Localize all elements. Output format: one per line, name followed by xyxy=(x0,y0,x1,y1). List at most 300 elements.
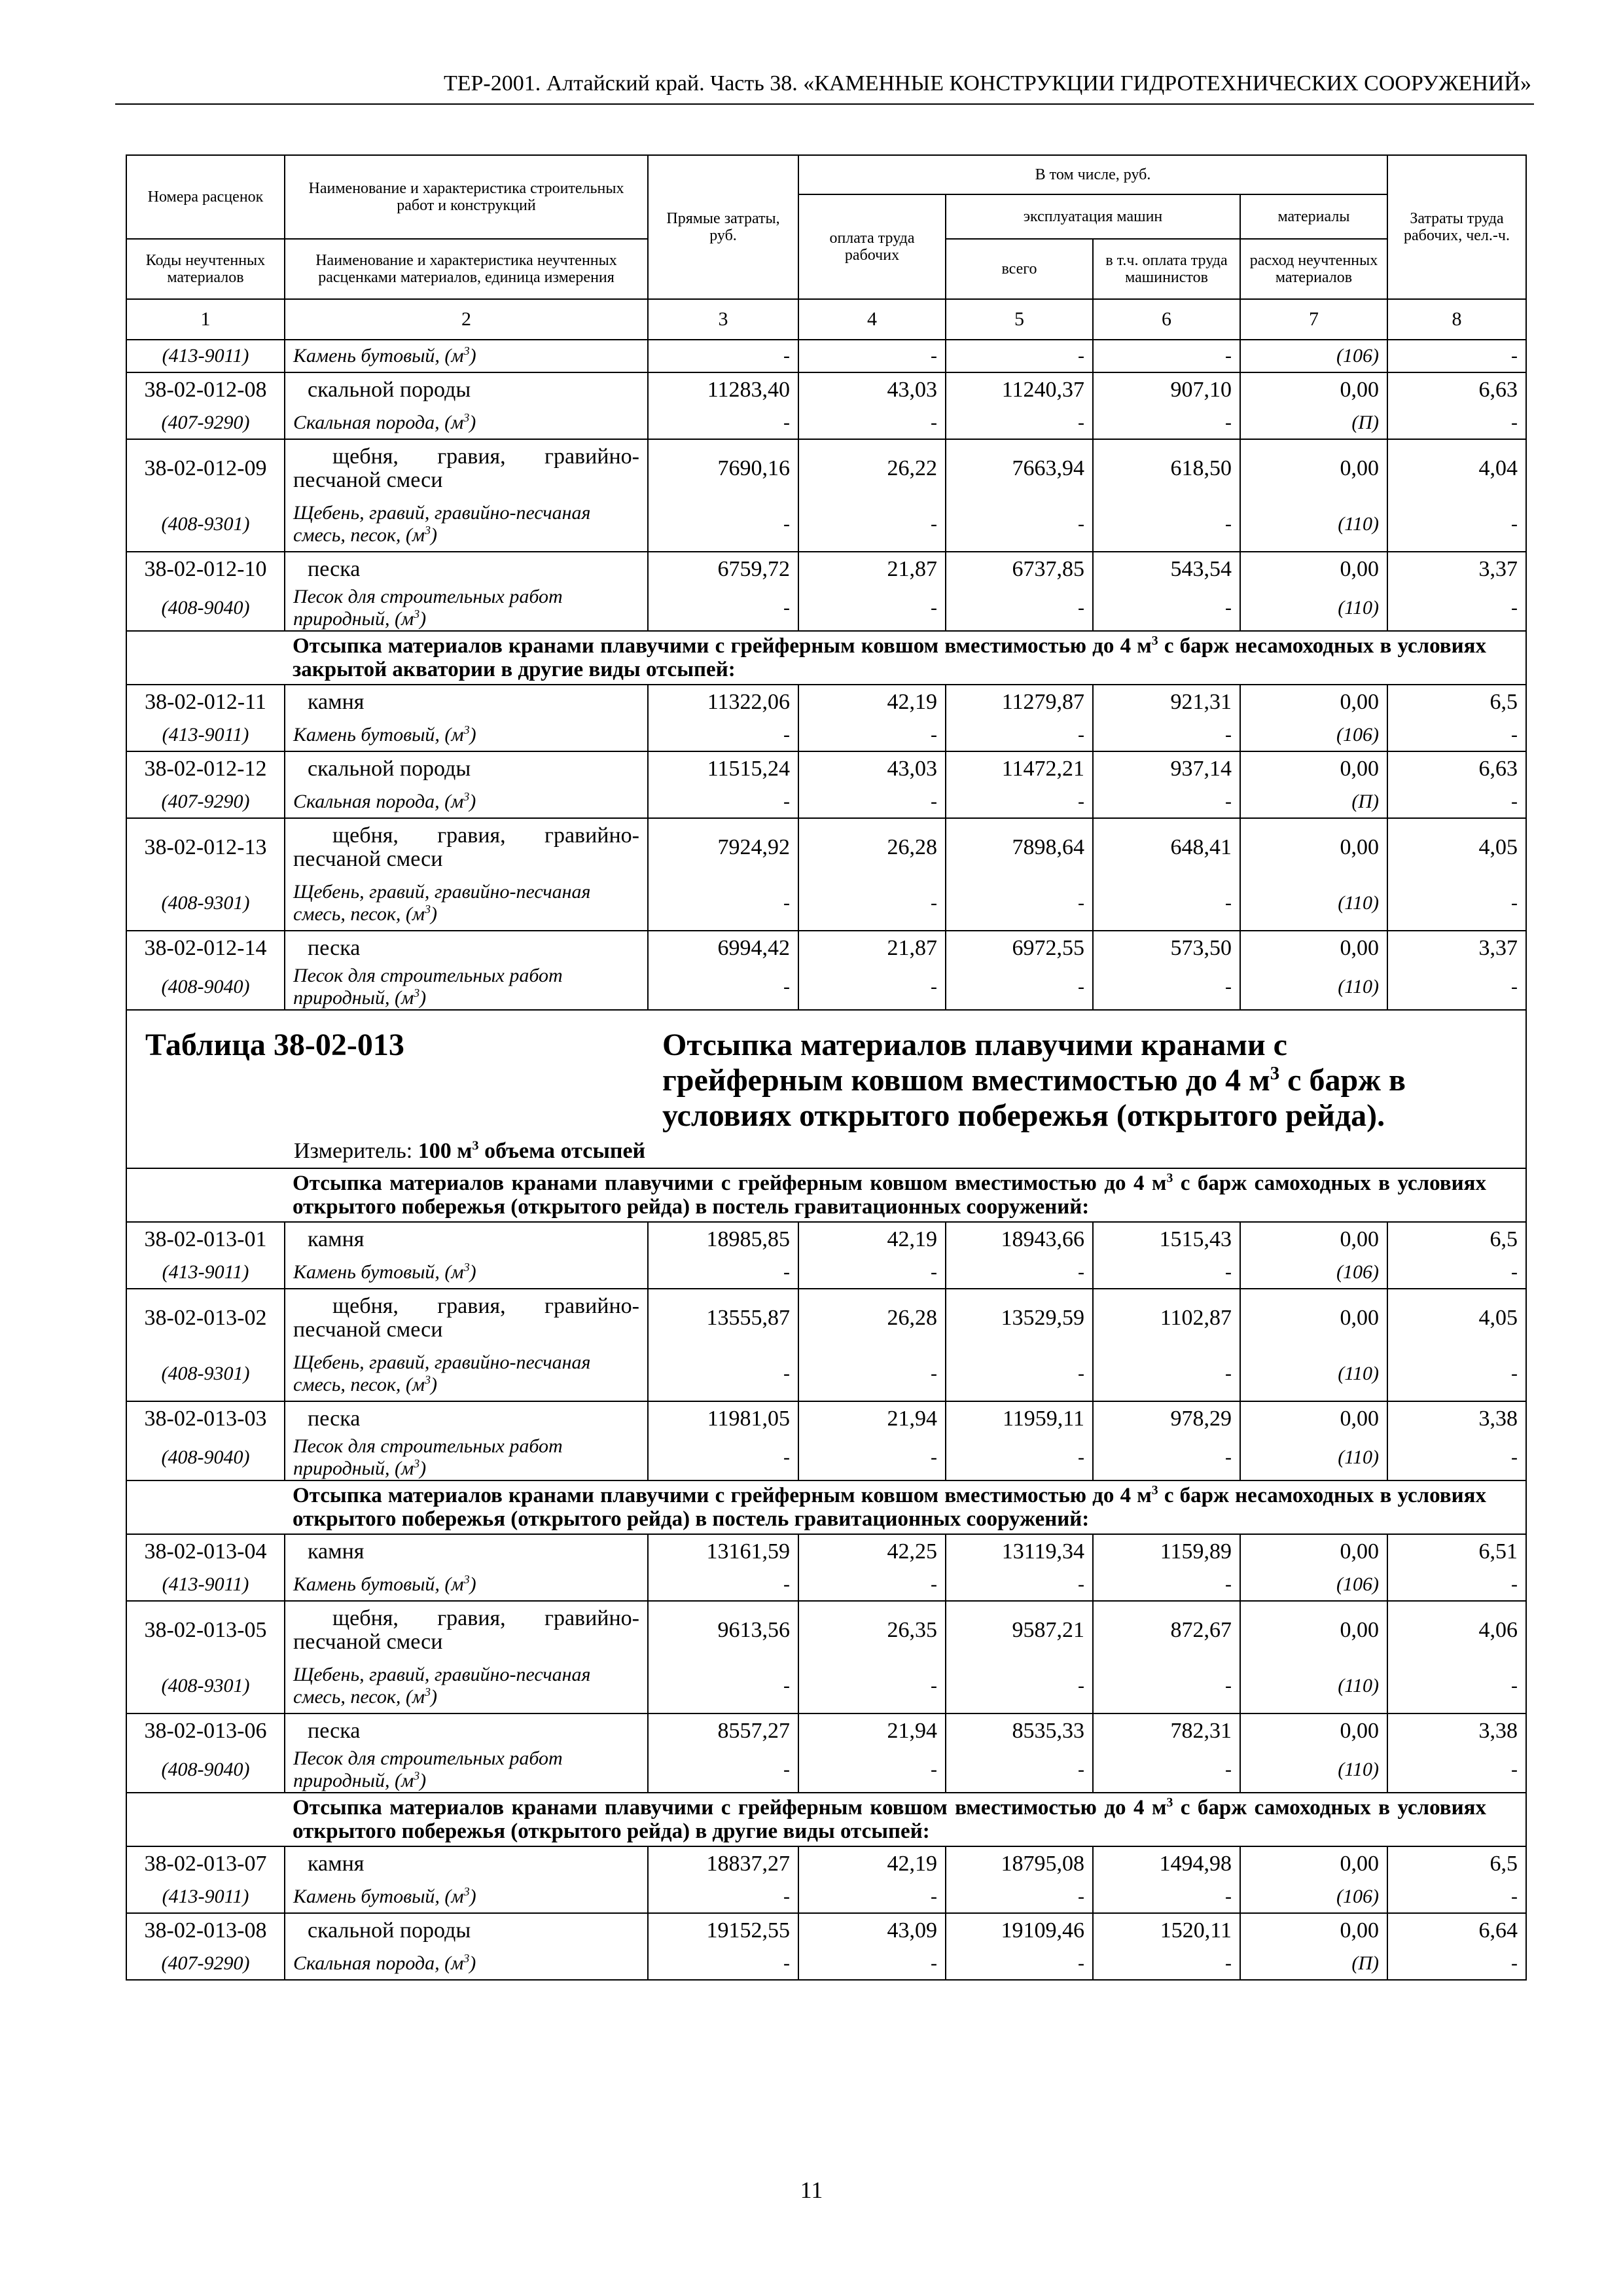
cell: - xyxy=(1387,1947,1526,1980)
cell: 0,00 xyxy=(1240,1534,1387,1568)
column-number: 8 xyxy=(1387,299,1526,340)
cell: 921,31 xyxy=(1093,685,1240,719)
cell: 1520,11 xyxy=(1093,1913,1240,1947)
cell: 4,05 xyxy=(1387,818,1526,876)
cell: 13529,59 xyxy=(946,1289,1093,1346)
material-code: (413-9011) xyxy=(126,1568,285,1601)
page-number: 11 xyxy=(800,2177,823,2203)
rate-code: 38-02-012-14 xyxy=(126,931,285,965)
cell: 8557,27 xyxy=(648,1713,798,1748)
cell: 21,87 xyxy=(798,931,946,965)
rate-row xyxy=(126,751,1526,785)
material-name: Скальная порода, $(м^3)$ xyxy=(285,406,648,439)
cell: - xyxy=(1387,719,1526,751)
cell: 18795,08 xyxy=(946,1846,1093,1880)
cell: - xyxy=(1387,876,1526,931)
cell: - xyxy=(1093,1346,1240,1401)
cell: 0,00 xyxy=(1240,818,1387,876)
section-row xyxy=(126,1168,1526,1222)
cell: 0,00 xyxy=(1240,1713,1387,1748)
cell: 13555,87 xyxy=(648,1289,798,1346)
cell: 782,31 xyxy=(1093,1713,1240,1748)
cell: - xyxy=(798,1568,946,1601)
cell: (106) xyxy=(1240,340,1387,372)
material-name: Песок для строительных работ природный, $(м^3)$ xyxy=(285,586,648,631)
material-name: Камень бутовый, $(м^3)$ xyxy=(285,1880,648,1913)
rate-row xyxy=(126,1846,1526,1880)
cell: - xyxy=(946,1256,1093,1289)
cell: - xyxy=(798,965,946,1010)
col-materials-consumption: расход неучтенных материалов xyxy=(1240,239,1387,299)
col-labor: Затраты труда рабочих, чел.-ч. xyxy=(1387,155,1526,299)
material-row xyxy=(126,1748,1526,1793)
rate-row xyxy=(126,439,1526,497)
cell: 907,10 xyxy=(1093,372,1240,406)
rates-group-013b xyxy=(126,1534,1526,1793)
material-name: Щебень, гравий, гравийно-песчаная смесь, песок, $(м^3)$ xyxy=(285,497,648,552)
cell: 13119,34 xyxy=(946,1534,1093,1568)
section-013-self-propelled-foundation xyxy=(126,1168,1526,1222)
cell: 3,38 xyxy=(1387,1401,1526,1435)
cell: 43,03 xyxy=(798,372,946,406)
cell: - xyxy=(648,965,798,1010)
cell: 0,00 xyxy=(1240,1222,1387,1256)
cell: (106) xyxy=(1240,1568,1387,1601)
material-name: Песок для строительных работ природный, $(м^3)$ xyxy=(285,1748,648,1793)
material-row xyxy=(126,1880,1526,1913)
cell: 11472,21 xyxy=(946,751,1093,785)
column-number: 2 xyxy=(285,299,648,340)
column-number: 1 xyxy=(126,299,285,340)
cell: - xyxy=(648,497,798,552)
cell: - xyxy=(1387,965,1526,1010)
material-row xyxy=(126,406,1526,439)
cell: - xyxy=(1093,1568,1240,1601)
cell: (П) xyxy=(1240,406,1387,439)
cell: 4,05 xyxy=(1387,1289,1526,1346)
cell: - xyxy=(946,1947,1093,1980)
material-code: (407-9290) xyxy=(126,785,285,818)
cell: - xyxy=(1387,586,1526,631)
measure-label: Измеритель: xyxy=(294,1139,418,1163)
rate-code: 38-02-012-10 xyxy=(126,552,285,586)
section-row xyxy=(126,1793,1526,1846)
cell: - xyxy=(798,1256,946,1289)
cell: 1159,89 xyxy=(1093,1534,1240,1568)
cell: - xyxy=(1387,340,1526,372)
section-spacer xyxy=(126,1168,285,1222)
cell: - xyxy=(1093,406,1240,439)
section-spacer xyxy=(126,631,285,685)
cell: 11322,06 xyxy=(648,685,798,719)
cell: 1102,87 xyxy=(1093,1289,1240,1346)
rate-name: камня xyxy=(285,1534,648,1568)
section-012-other xyxy=(126,631,1526,685)
cell: - xyxy=(946,406,1093,439)
material-name: Песок для строительных работ природный, $(м^3)$ xyxy=(285,965,648,1010)
rate-row xyxy=(126,1401,1526,1435)
material-code: (408-9301) xyxy=(126,497,285,552)
cell: 18837,27 xyxy=(648,1846,798,1880)
rates-group-013a xyxy=(126,1222,1526,1480)
cell: 42,19 xyxy=(798,1846,946,1880)
cell: - xyxy=(946,1568,1093,1601)
cell: - xyxy=(1093,1947,1240,1980)
cell: - xyxy=(648,1659,798,1713)
cell: 937,14 xyxy=(1093,751,1240,785)
col-material-codes: Коды неучтенных материалов xyxy=(126,239,285,299)
rate-name: песка xyxy=(285,1401,648,1435)
cell: - xyxy=(798,1659,946,1713)
cell: 0,00 xyxy=(1240,1401,1387,1435)
col-incl-operators: в т.ч. оплата труда машинистов xyxy=(1093,239,1240,299)
cell: - xyxy=(1093,785,1240,818)
cell: - xyxy=(1387,1256,1526,1289)
cell: - xyxy=(648,1880,798,1913)
cell: 0,00 xyxy=(1240,751,1387,785)
cell: (110) xyxy=(1240,876,1387,931)
cell: - xyxy=(798,1748,946,1793)
cell: - xyxy=(1093,497,1240,552)
column-numbers-row xyxy=(126,299,1526,340)
cell: - xyxy=(1093,586,1240,631)
cell: 21,87 xyxy=(798,552,946,586)
cell: - xyxy=(946,340,1093,372)
col-material-names: Наименование и характеристика неучтенных расценками материалов, единица измерения xyxy=(285,239,648,299)
header-rule xyxy=(115,103,1534,105)
cell: 43,03 xyxy=(798,751,946,785)
material-name: Щебень, гравий, гравийно-песчаная смесь, песок, $(м^3)$ xyxy=(285,1659,648,1713)
table-013-description: Отсыпка материалов плавучими кранами с грейферным ковшом вместимостью до 4 $м^3$ с барж в условиях открытого побережья (открытого рейда). xyxy=(662,1028,1406,1133)
rate-name: песка xyxy=(285,552,648,586)
cell: - xyxy=(648,876,798,931)
cell: 42,19 xyxy=(798,1222,946,1256)
column-number: 3 xyxy=(648,299,798,340)
cell: 7924,92 xyxy=(648,818,798,876)
cell: - xyxy=(1387,785,1526,818)
cell: 0,00 xyxy=(1240,372,1387,406)
cell: - xyxy=(648,406,798,439)
rate-code: 38-02-012-11 xyxy=(126,685,285,719)
material-code: (407-9290) xyxy=(126,406,285,439)
rate-code: 38-02-013-05 xyxy=(126,1601,285,1659)
cell: - xyxy=(1387,1880,1526,1913)
cell: - xyxy=(1093,719,1240,751)
section-title: Отсыпка материалов кранами плавучими с грейферным ковшом вместимостью до 4 $м^3$ с барж самоходных в условиях открытого побережья (открытого рейда) в постель гравитационных сооружений: xyxy=(285,1168,1526,1222)
cell: 6737,85 xyxy=(946,552,1093,586)
cell: - xyxy=(946,1435,1093,1480)
rate-code: 38-02-012-08 xyxy=(126,372,285,406)
material-code: (408-9301) xyxy=(126,1659,285,1713)
cell: - xyxy=(1093,965,1240,1010)
material-name: Щебень, гравий, гравийно-песчаная смесь, песок, $(м^3)$ xyxy=(285,876,648,931)
rate-row xyxy=(126,931,1526,965)
cell: 26,28 xyxy=(798,818,946,876)
cell: 6,5 xyxy=(1387,1846,1526,1880)
cell: (110) xyxy=(1240,497,1387,552)
cell: - xyxy=(946,586,1093,631)
header-row-1 xyxy=(126,155,1526,194)
cell: - xyxy=(946,876,1093,931)
rate-name: щебня, гравия, гравийно-песчаной смеси xyxy=(285,439,648,497)
cell: (110) xyxy=(1240,1346,1387,1401)
cell: 11279,87 xyxy=(946,685,1093,719)
rate-row xyxy=(126,1534,1526,1568)
cell: - xyxy=(648,1947,798,1980)
material-code: (408-9301) xyxy=(126,1346,285,1401)
cell: - xyxy=(648,1346,798,1401)
cell: 0,00 xyxy=(1240,552,1387,586)
cell: 19152,55 xyxy=(648,1913,798,1947)
cell: 13161,59 xyxy=(648,1534,798,1568)
rate-row xyxy=(126,1913,1526,1947)
rate-name: щебня, гравия, гравийно-песчаной смеси xyxy=(285,818,648,876)
cell: - xyxy=(648,1748,798,1793)
rate-code: 38-02-012-13 xyxy=(126,818,285,876)
cell: - xyxy=(1387,1346,1526,1401)
cell: 42,19 xyxy=(798,685,946,719)
cell: - xyxy=(648,340,798,372)
cell: 872,67 xyxy=(1093,1601,1240,1659)
cell: 3,37 xyxy=(1387,931,1526,965)
cell: 18985,85 xyxy=(648,1222,798,1256)
material-name: Камень бутовый, $(м^3)$ xyxy=(285,1568,648,1601)
rate-row xyxy=(126,685,1526,719)
measure-value: 100 $м^3$ объема отсыпей xyxy=(418,1138,646,1163)
rate-row xyxy=(126,818,1526,876)
cell: 0,00 xyxy=(1240,1913,1387,1947)
cell: - xyxy=(648,1435,798,1480)
material-code: (408-9040) xyxy=(126,586,285,631)
cell: - xyxy=(648,785,798,818)
rates-table-wrapper xyxy=(126,154,1525,1981)
cell: 3,38 xyxy=(1387,1713,1526,1748)
cell: - xyxy=(1387,406,1526,439)
material-code: (413-9011) xyxy=(126,1256,285,1289)
rate-name: скальной породы xyxy=(285,751,648,785)
cell: 21,94 xyxy=(798,1401,946,1435)
rate-code: 38-02-013-06 xyxy=(126,1713,285,1748)
material-row xyxy=(126,1346,1526,1401)
rate-row xyxy=(126,1222,1526,1256)
material-row xyxy=(126,586,1526,631)
cell: 7663,94 xyxy=(946,439,1093,497)
material-name: Камень бутовый, $(м^3)$ xyxy=(285,719,648,751)
rate-row xyxy=(126,1601,1526,1659)
material-row xyxy=(126,1435,1526,1480)
section-013-non-self-propelled-foundation xyxy=(126,1480,1526,1534)
material-row xyxy=(126,965,1526,1010)
rates-table xyxy=(126,154,1527,1981)
cell: 6994,42 xyxy=(648,931,798,965)
cell: 0,00 xyxy=(1240,1601,1387,1659)
rate-code: 38-02-012-12 xyxy=(126,751,285,785)
material-name: Скальная порода, $(м^3)$ xyxy=(285,1947,648,1980)
cell: - xyxy=(798,1880,946,1913)
cell: 618,50 xyxy=(1093,439,1240,497)
cell: - xyxy=(798,1435,946,1480)
cell: 6972,55 xyxy=(946,931,1093,965)
cell: - xyxy=(946,497,1093,552)
cell: 26,28 xyxy=(798,1289,946,1346)
cell: (110) xyxy=(1240,1748,1387,1793)
column-number: 4 xyxy=(798,299,946,340)
cell: - xyxy=(946,785,1093,818)
col-direct-costs: Прямые затраты, руб. xyxy=(648,155,798,299)
cell: 11959,11 xyxy=(946,1401,1093,1435)
rates-group-012b xyxy=(126,685,1526,1010)
material-code: (413-9011) xyxy=(126,719,285,751)
cell: - xyxy=(648,1256,798,1289)
section-row xyxy=(126,1480,1526,1534)
cell: - xyxy=(798,876,946,931)
material-code: (413-9011) xyxy=(126,1880,285,1913)
rate-name: песка xyxy=(285,1713,648,1748)
cell: - xyxy=(946,1659,1093,1713)
cell: 4,04 xyxy=(1387,439,1526,497)
rate-row xyxy=(126,1289,1526,1346)
cell: 6,5 xyxy=(1387,1222,1526,1256)
material-row xyxy=(126,1659,1526,1713)
material-name: Камень бутовый, $(м^3)$ xyxy=(285,1256,648,1289)
cell: - xyxy=(648,586,798,631)
cell: 6759,72 xyxy=(648,552,798,586)
cell: (106) xyxy=(1240,1256,1387,1289)
cell: - xyxy=(798,1947,946,1980)
cell: 7898,64 xyxy=(946,818,1093,876)
material-code: (408-9301) xyxy=(126,876,285,931)
material-row xyxy=(126,497,1526,552)
cell: 6,64 xyxy=(1387,1913,1526,1947)
cell: (106) xyxy=(1240,1880,1387,1913)
cell: 43,09 xyxy=(798,1913,946,1947)
cell: 26,35 xyxy=(798,1601,946,1659)
cell: - xyxy=(1387,1659,1526,1713)
section-spacer xyxy=(126,1480,285,1534)
cell: - xyxy=(798,340,946,372)
material-name: Камень бутовый, $(м^3)$ xyxy=(285,340,648,372)
cell: 543,54 xyxy=(1093,552,1240,586)
cell: 4,06 xyxy=(1387,1601,1526,1659)
table-013-heading xyxy=(126,1010,1526,1168)
cell: 0,00 xyxy=(1240,931,1387,965)
material-code: (407-9290) xyxy=(126,1947,285,1980)
cell: 9587,21 xyxy=(946,1601,1093,1659)
cell: 26,22 xyxy=(798,439,946,497)
cell: 11515,24 xyxy=(648,751,798,785)
col-including: В том числе, руб. xyxy=(798,155,1387,194)
section-title: Отсыпка материалов кранами плавучими с грейферным ковшом вместимостью до 4 $м^3$ с барж несамоходных в условиях закрытой акватории в другие виды отсыпей: xyxy=(285,631,1526,685)
cell: - xyxy=(798,719,946,751)
rate-name: камня xyxy=(285,1846,648,1880)
rate-code: 38-02-013-01 xyxy=(126,1222,285,1256)
rate-name: щебня, гравия, гравийно-песчаной смеси xyxy=(285,1289,648,1346)
rates-group-012a xyxy=(126,372,1526,631)
cell: 6,63 xyxy=(1387,751,1526,785)
col-total: всего xyxy=(946,239,1093,299)
cell: (110) xyxy=(1240,586,1387,631)
cell: - xyxy=(1387,1748,1526,1793)
rate-name: скальной породы xyxy=(285,372,648,406)
cell: - xyxy=(1387,497,1526,552)
rate-row xyxy=(126,552,1526,586)
cell: 6,5 xyxy=(1387,685,1526,719)
material-code: (408-9040) xyxy=(126,1748,285,1793)
cell: 19109,46 xyxy=(946,1913,1093,1947)
cell: 6,63 xyxy=(1387,372,1526,406)
material-row xyxy=(126,1947,1526,1980)
material-row xyxy=(126,719,1526,751)
cell: 18943,66 xyxy=(946,1222,1093,1256)
cell: (110) xyxy=(1240,1659,1387,1713)
col-machines: эксплуатация машин xyxy=(946,194,1240,239)
cell: 0,00 xyxy=(1240,685,1387,719)
section-spacer xyxy=(126,1793,285,1846)
cell: 0,00 xyxy=(1240,439,1387,497)
rate-row xyxy=(126,1713,1526,1748)
table-body xyxy=(126,155,1526,372)
cell: 11981,05 xyxy=(648,1401,798,1435)
rate-name: щебня, гравия, гравийно-песчаной смеси xyxy=(285,1601,648,1659)
cell: - xyxy=(946,1346,1093,1401)
cell: (П) xyxy=(1240,785,1387,818)
material-code: (408-9040) xyxy=(126,965,285,1010)
material-name: Скальная порода, $(м^3)$ xyxy=(285,785,648,818)
table-013-title-cell xyxy=(126,1010,1526,1168)
cell: 1494,98 xyxy=(1093,1846,1240,1880)
rate-name: песка xyxy=(285,931,648,965)
cell: - xyxy=(1093,876,1240,931)
cell: 21,94 xyxy=(798,1713,946,1748)
cell: - xyxy=(1093,1659,1240,1713)
cell: (110) xyxy=(1240,965,1387,1010)
table-013-title: Таблица 38-02-013 xyxy=(145,1028,404,1062)
col-work-name: Наименование и характеристика строительных работ и конструкций xyxy=(285,155,648,239)
cell: - xyxy=(798,586,946,631)
rate-code: 38-02-012-09 xyxy=(126,439,285,497)
material-row xyxy=(126,785,1526,818)
cell: 9613,56 xyxy=(648,1601,798,1659)
rates-group-013c xyxy=(126,1846,1526,1980)
cell: - xyxy=(1093,1880,1240,1913)
measure-line xyxy=(135,1139,1518,1164)
rate-row xyxy=(126,372,1526,406)
material-row xyxy=(126,1568,1526,1601)
cell: - xyxy=(648,1568,798,1601)
rate-code: 38-02-013-07 xyxy=(126,1846,285,1880)
cell: - xyxy=(1387,1568,1526,1601)
rate-code: 38-02-013-04 xyxy=(126,1534,285,1568)
section-013-self-propelled-other xyxy=(126,1793,1526,1846)
material-name: Песок для строительных работ природный, $(м^3)$ xyxy=(285,1435,648,1480)
cell: 1515,43 xyxy=(1093,1222,1240,1256)
cell: - xyxy=(798,497,946,552)
table-013-title-row xyxy=(126,1010,1526,1168)
cell: - xyxy=(946,1748,1093,1793)
cell: - xyxy=(946,719,1093,751)
cell: - xyxy=(1093,340,1240,372)
cell: - xyxy=(1387,1435,1526,1480)
cell: 573,50 xyxy=(1093,931,1240,965)
rate-code: 38-02-013-02 xyxy=(126,1289,285,1346)
cell: 11283,40 xyxy=(648,372,798,406)
cell: - xyxy=(1093,1435,1240,1480)
col-rates-numbers: Номера расценок xyxy=(126,155,285,239)
cell: - xyxy=(798,1346,946,1401)
material-row xyxy=(126,340,1526,372)
cell: 42,25 xyxy=(798,1534,946,1568)
rate-name: камня xyxy=(285,1222,648,1256)
